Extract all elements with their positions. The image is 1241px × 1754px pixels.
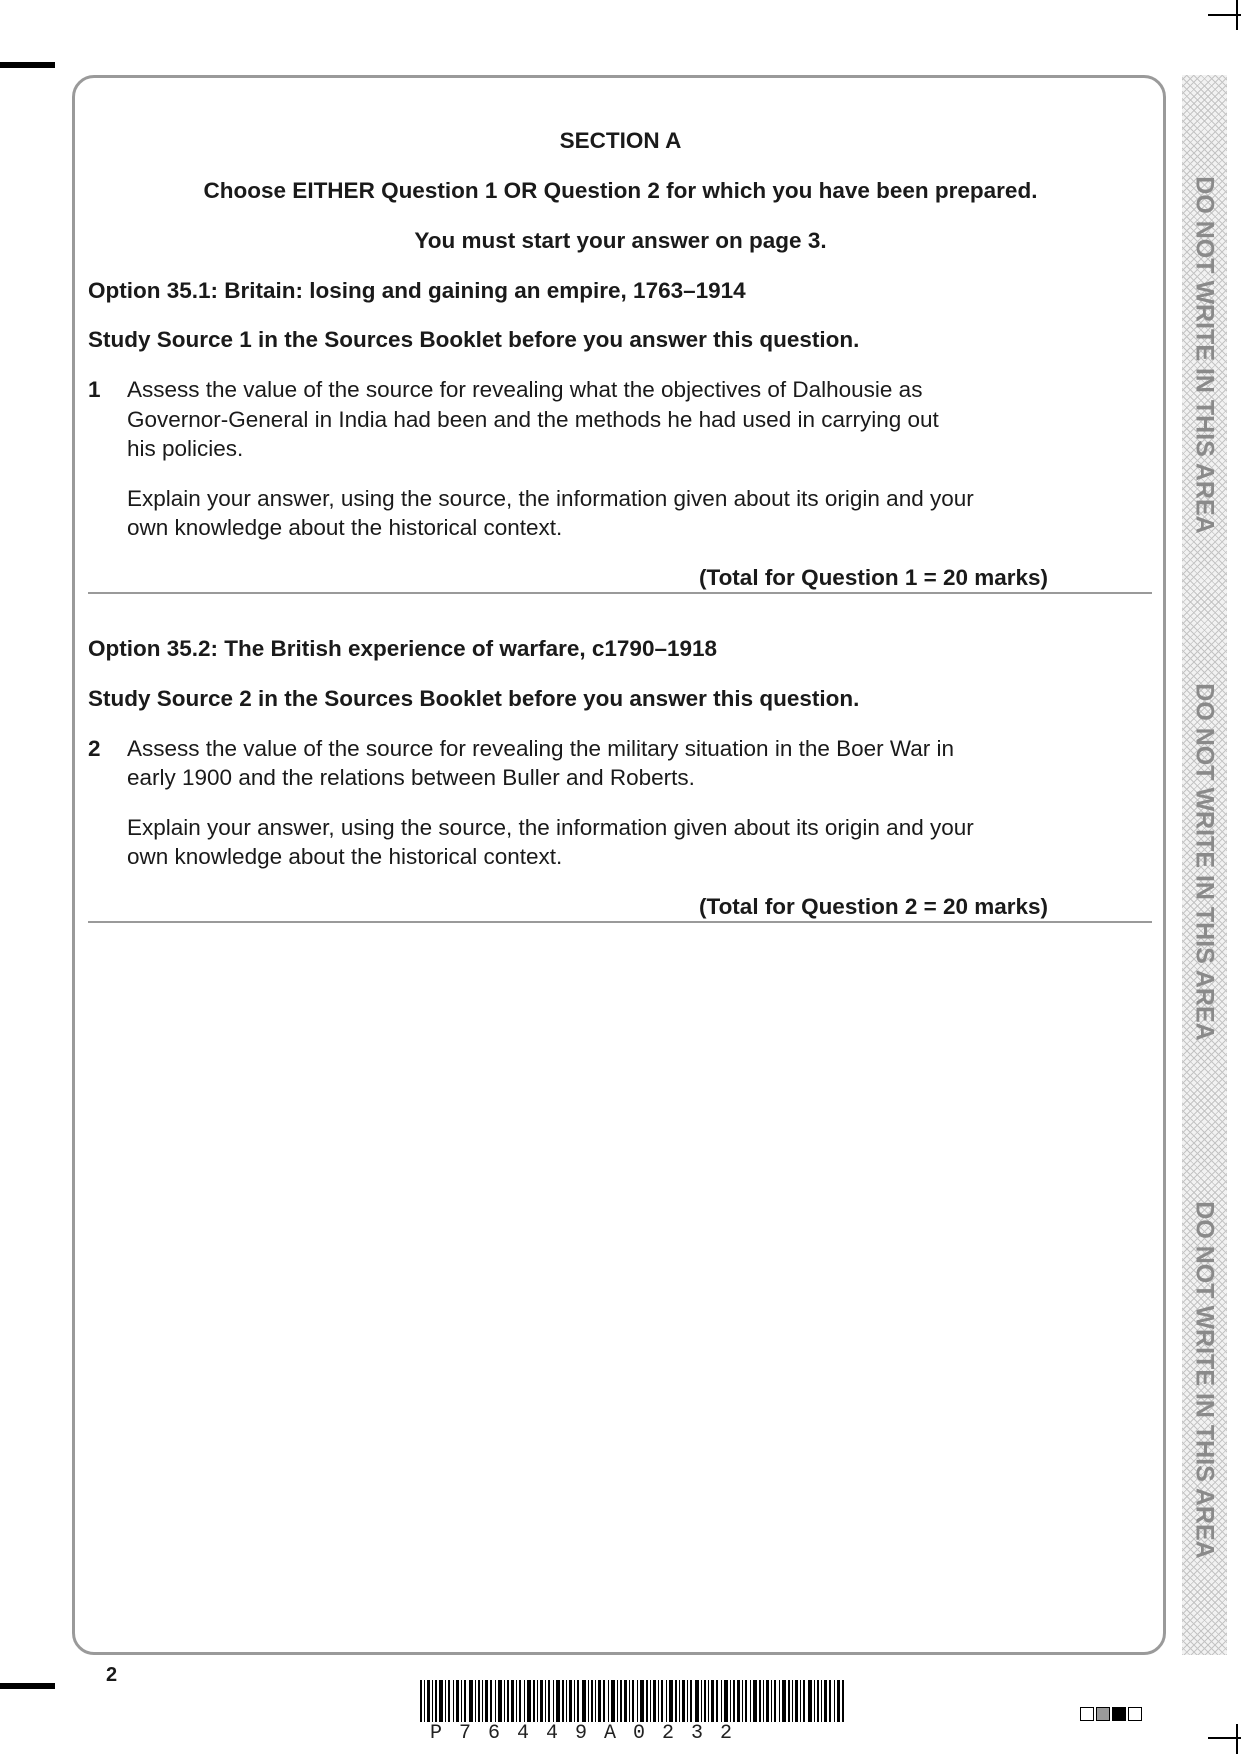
question-1-line-2: Governor-General in India had been and the methods he had used in carrying out [127, 407, 939, 432]
question-1-line-3: his policies. [127, 436, 244, 461]
question-2-number: 2 [88, 736, 101, 761]
question-1-explain-line-1: Explain your answer, using the source, the information given about its origin and your [127, 486, 974, 511]
question-2-divider [88, 921, 1152, 923]
option-2-heading: Option 35.2: The British experience of warfare, c1790–1918 [88, 636, 718, 661]
option-1-study-instruction: Study Source 1 in the Sources Booklet before you answer this question. [88, 327, 860, 352]
barcode-number: P76449A0232 [430, 1722, 750, 1745]
indicator-box-empty [1080, 1707, 1094, 1721]
section-title: SECTION A [559, 128, 682, 153]
indicator-box-grey [1096, 1707, 1110, 1721]
section-instruction-start-page: You must start your answer on page 3. [414, 228, 827, 253]
option-2-study-instruction: Study Source 2 in the Sources Booklet before you answer this question. [88, 686, 860, 711]
indicator-box-black [1112, 1707, 1126, 1721]
indicator-box-empty [1128, 1707, 1142, 1721]
question-1-explain-line-2: own knowledge about the historical context. [127, 515, 563, 540]
page-number: 2 [106, 1664, 118, 1686]
page-indicator-boxes [1080, 1707, 1142, 1721]
question-1-number: 1 [88, 377, 101, 402]
section-instruction-choose: Choose EITHER Question 1 OR Question 2 for which you have been prepared. [203, 178, 1038, 203]
question-2-total-marks: (Total for Question 2 = 20 marks) [699, 894, 1049, 919]
question-2-explain-line-2: own knowledge about the historical context. [127, 844, 563, 869]
question-1-total-marks: (Total for Question 1 = 20 marks) [699, 565, 1049, 590]
question-2-line-1: Assess the value of the source for revealing the military situation in the Boer War in [127, 736, 955, 761]
question-2-line-2: early 1900 and the relations between Buller and Roberts. [127, 765, 695, 790]
question-1-line-1: Assess the value of the source for revealing what the objectives of Dalhousie as [127, 377, 923, 402]
barcode-graphic [420, 1680, 845, 1722]
question-1-divider [88, 592, 1152, 594]
option-1-heading: Option 35.1: Britain: losing and gaining an empire, 1763–1914 [88, 278, 746, 303]
question-2-explain-line-1: Explain your answer, using the source, the information given about its origin and your [127, 815, 974, 840]
